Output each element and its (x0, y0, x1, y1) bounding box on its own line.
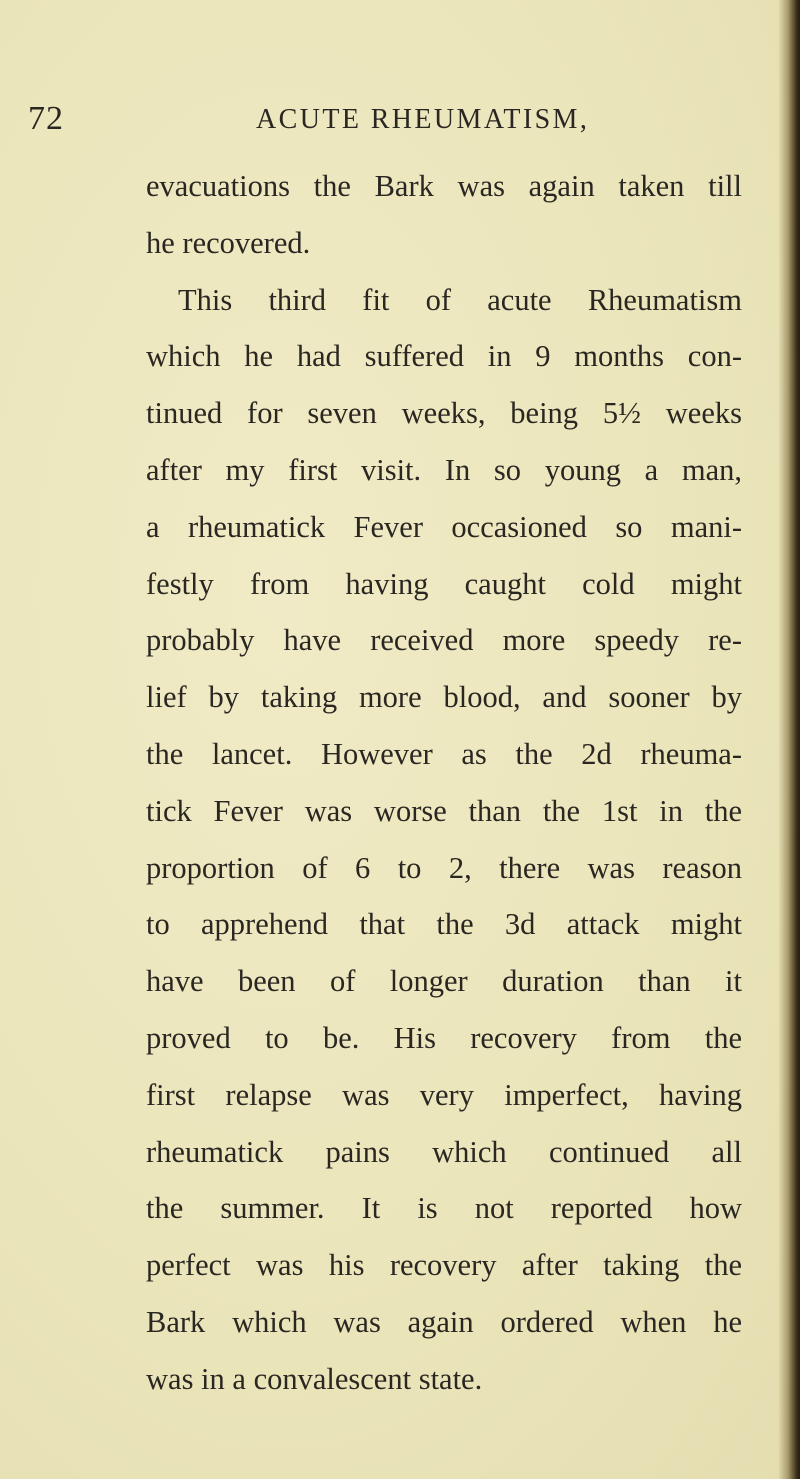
text-line: proportion of 6 to 2, there was reason (146, 850, 742, 885)
text-line: tick Fever was worse than the 1st in the (146, 793, 742, 828)
text-line: to apprehend that the 3d attack might (146, 907, 742, 942)
text-line: the lancet. However as the 2d rheuma- (146, 736, 742, 771)
page-header (28, 100, 728, 150)
text-line: he recovered. (146, 225, 311, 260)
text-line: which he had suffered in 9 months con- (146, 339, 742, 374)
text-line: first relapse was very imperfect, having (146, 1077, 742, 1112)
text-line: Bark which was again ordered when he (146, 1304, 742, 1339)
body-text (146, 158, 742, 1408)
text-line: rheumatick pains which continued all (146, 1134, 742, 1169)
page-edge-shadow (778, 0, 800, 1479)
text-line: have been of longer duration than it (146, 964, 742, 999)
running-head: ACUTE RHEUMATISM, (256, 104, 590, 135)
text-line: after my first visit. In so young a man, (146, 452, 742, 487)
text-line: tinued for seven weeks, being 5½ weeks (146, 396, 742, 431)
page-number: 72 (28, 100, 64, 137)
text-line: perfect was his recovery after taking the (146, 1248, 742, 1283)
text-line: the summer. It is not reported how (146, 1191, 742, 1226)
text-line: lief by taking more blood, and sooner by (146, 680, 742, 715)
text-line: evacuations the Bark was again taken till (146, 169, 742, 203)
text-line: a rheumatick Fever occasioned so mani- (146, 509, 742, 544)
text-line: was in a convalescent state. (146, 1361, 483, 1396)
text-line: probably have received more speedy re- (146, 623, 742, 658)
text-line: proved to be. His recovery from the (146, 1020, 742, 1055)
text-line: festly from having caught cold might (146, 566, 742, 601)
text-line: This third fit of acute Rheumatism (178, 282, 742, 317)
